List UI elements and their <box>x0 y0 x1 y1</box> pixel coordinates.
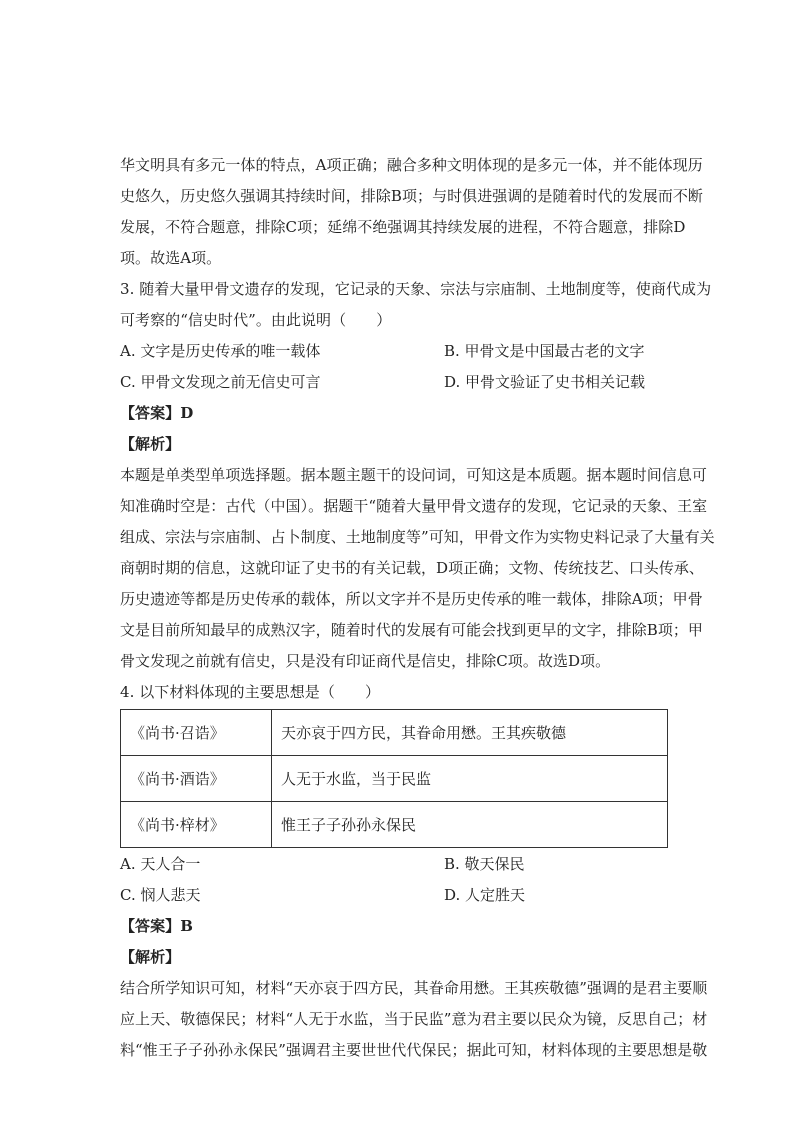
analysis-line: 文是目前所知最早的成熟汉字，随着时代的发展有可能会找到更早的文字，排除B项；甲 <box>120 621 703 639</box>
analysis-line: 本题是单类型单项选择题。据本题主题干的设问词，可知这是本质题。据本题时间信息可 <box>120 466 707 484</box>
question-stem: 可考察的“信史时代”。由此说明（ ） <box>120 311 392 329</box>
option-a: A. 文字是历史传承的唯一载体 <box>120 342 321 360</box>
options-row <box>120 880 676 911</box>
option-c: C. 甲骨文发现之前无信史可言 <box>120 373 321 391</box>
analysis-line: 商朝时期的信息，这就印证了史书的有关记载，D项正确；文物、传统技艺、口头传承、 <box>120 559 704 577</box>
analysis-line: 结合所学知识可知，材料“天亦哀于四方民，其眷命用懋。王其疾敬德”强调的是君主要顺 <box>120 979 708 997</box>
analysis-line: 骨文发现之前就有信史，只是没有印证商代是信史，排除C项。故选D项。 <box>120 652 611 670</box>
option-a: A. 天人合一 <box>120 855 201 873</box>
question-stem: 4. 以下材料体现的主要思想是（ ） <box>120 683 381 701</box>
source-cell: 《尚书·酒诰》 <box>121 756 272 802</box>
option-d: D. 甲骨文验证了史书相关记载 <box>444 373 646 391</box>
answer-label: 【答案】D <box>120 404 194 422</box>
analysis-line: 历史遗迹等都是历史传承的载体，所以文字并不是历史传承的唯一载体，排除A项；甲骨 <box>120 590 703 608</box>
options-row <box>120 849 676 880</box>
material-table <box>120 709 668 848</box>
quote-cell: 惟王子子孙孙永保民 <box>272 802 668 848</box>
question-3 <box>120 274 715 677</box>
document-page <box>120 150 715 1066</box>
analysis-line: 知准确时空是：古代（中国）。据题干“随着大量甲骨文遗存的发现，它记录的天象、王室 <box>120 497 708 515</box>
question-4 <box>120 677 708 1066</box>
text-line: 华文明具有多元一体的特点，A项正确；融合多种文明体现的是多元一体，并不能体现历 <box>120 156 703 174</box>
options-row <box>120 336 676 367</box>
table-row <box>121 756 668 802</box>
table-row <box>121 710 668 756</box>
quote-cell: 天亦哀于四方民，其眷命用懋。王其疾敬德 <box>272 710 668 756</box>
analysis-label: 【解析】 <box>120 948 181 966</box>
text-line: 发展，不符合题意，排除C项；延绵不绝强调其持续发展的进程，不符合题意，排除D <box>120 218 686 236</box>
text-line: 项。故选A项。 <box>120 249 222 267</box>
option-b: B. 敬天保民 <box>444 855 525 873</box>
source-cell: 《尚书·召诰》 <box>121 710 272 756</box>
option-d: D. 人定胜天 <box>444 886 526 904</box>
analysis-line: 应上天、敬德保民；材料“人无于水监，当于民监”意为君主要以民众为镜，反思自己；材 <box>120 1010 708 1028</box>
analysis-label: 【解析】 <box>120 435 181 453</box>
option-c: C. 悯人悲天 <box>120 886 201 904</box>
question-stem: 3. 随着大量甲骨文遗存的发现，它记录的天象、宗法与宗庙制、土地制度等，使商代成为 <box>120 280 712 298</box>
analysis-line: 组成、宗法与宗庙制、占卜制度、土地制度等”可知，甲骨文作为实物史料记录了大量有关 <box>120 528 715 546</box>
quote-cell: 人无于水监，当于民监 <box>272 756 668 802</box>
analysis-line: 料“惟王子子孙孙永保民”强调君主要世世代代保民；据此可知，材料体现的主要思想是敬 <box>120 1041 708 1059</box>
answer-label: 【答案】B <box>120 917 193 935</box>
option-b: B. 甲骨文是中国最古老的文字 <box>444 342 645 360</box>
previous-analysis-continuation <box>120 150 703 274</box>
text-line: 史悠久，历史悠久强调其持续时间，排除B项；与时俱进强调的是随着时代的发展而不断 <box>120 187 703 205</box>
table-row <box>121 802 668 848</box>
options-row <box>120 367 676 398</box>
source-cell: 《尚书·梓材》 <box>121 802 272 848</box>
